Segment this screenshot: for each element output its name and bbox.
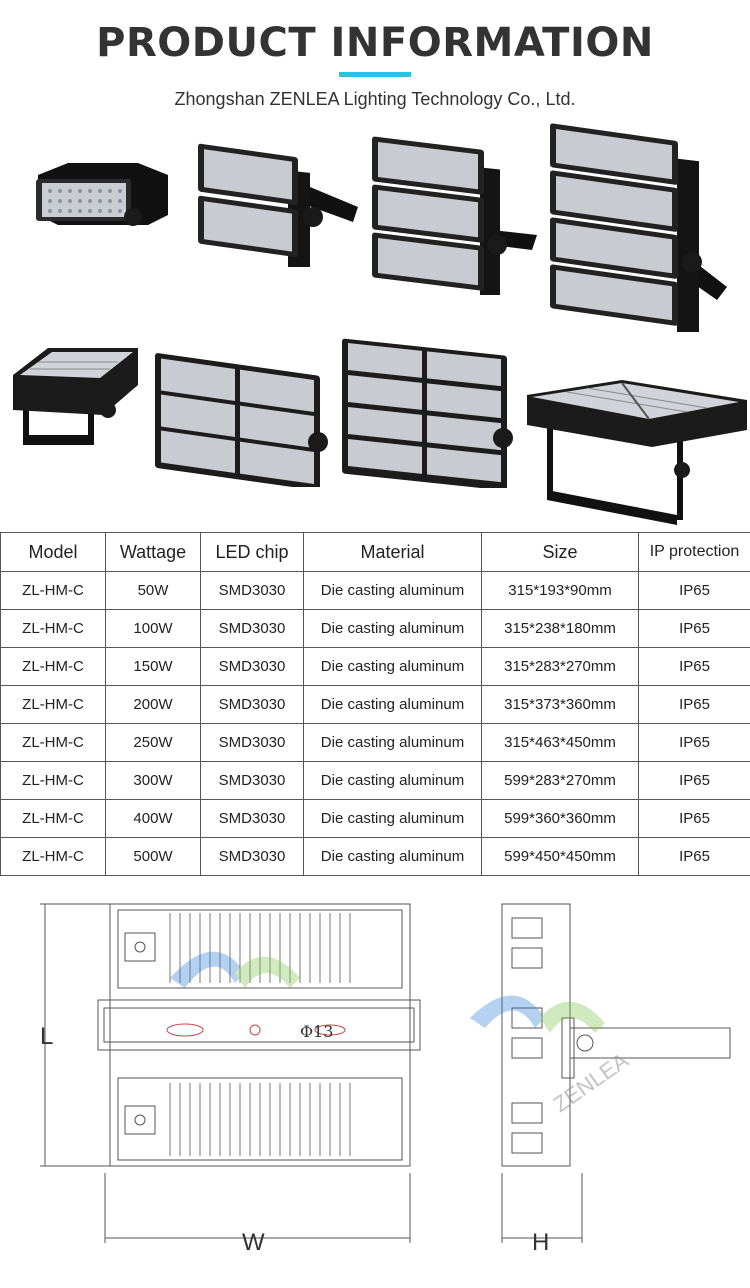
cell-led-chip: SMD3030	[201, 724, 304, 762]
length-dimension-label: L	[40, 1023, 53, 1050]
50w-floodlight-photo	[28, 155, 173, 235]
cell-ip: IP65	[639, 572, 750, 610]
table-row	[1, 686, 750, 724]
watermark-text: ZENLEA	[549, 1047, 634, 1117]
cell-size: 599*283*270mm	[482, 762, 639, 800]
table-row	[1, 800, 750, 838]
500w-floodlight-photo	[527, 375, 747, 530]
200w-floodlight-photo	[542, 122, 727, 332]
cell-model: ZL-HM-C	[1, 724, 106, 762]
cell-ip: IP65	[639, 648, 750, 686]
cell-size: 599*360*360mm	[482, 800, 639, 838]
header-wattage: Wattage	[106, 533, 201, 572]
cell-model: ZL-HM-C	[1, 800, 106, 838]
cell-size: 599*450*450mm	[482, 838, 639, 876]
title-accent-bar	[339, 72, 411, 77]
cell-material: Die casting aluminum	[304, 724, 482, 762]
header-material: Material	[304, 533, 482, 572]
cell-size: 315*283*270mm	[482, 648, 639, 686]
table-row	[1, 610, 750, 648]
cell-material: Die casting aluminum	[304, 686, 482, 724]
table-row	[1, 838, 750, 876]
cell-model: ZL-HM-C	[1, 686, 106, 724]
header-model: Model	[1, 533, 106, 572]
hole-diameter-label: Φ13	[300, 1022, 333, 1041]
cell-wattage: 400W	[106, 800, 201, 838]
cell-wattage: 500W	[106, 838, 201, 876]
300w-floodlight-photo	[150, 352, 335, 487]
cell-led-chip: SMD3030	[201, 800, 304, 838]
table-header-row	[1, 533, 750, 572]
header-size: Size	[482, 533, 639, 572]
table-row	[1, 572, 750, 610]
cell-led-chip: SMD3030	[201, 648, 304, 686]
cell-model: ZL-HM-C	[1, 762, 106, 800]
zenlea-watermark	[170, 952, 605, 1033]
cell-material: Die casting aluminum	[304, 838, 482, 876]
header-led-chip: LED chip	[201, 533, 304, 572]
cell-material: Die casting aluminum	[304, 762, 482, 800]
150w-floodlight-photo	[362, 135, 537, 295]
cell-ip: IP65	[639, 724, 750, 762]
cell-ip: IP65	[639, 762, 750, 800]
cell-ip: IP65	[639, 610, 750, 648]
cell-material: Die casting aluminum	[304, 610, 482, 648]
front-view-drawing	[40, 904, 420, 1243]
cell-led-chip: SMD3030	[201, 610, 304, 648]
height-dimension-label: H	[532, 1229, 549, 1256]
page-title: PRODUCT INFORMATION	[0, 20, 750, 66]
cell-model: ZL-HM-C	[1, 610, 106, 648]
cell-led-chip: SMD3030	[201, 762, 304, 800]
dimension-drawing	[0, 888, 750, 1283]
cell-size: 315*238*180mm	[482, 610, 639, 648]
cell-ip: IP65	[639, 800, 750, 838]
company-name: Zhongshan ZENLEA Lighting Technology Co., Ltd.	[0, 89, 750, 110]
cell-model: ZL-HM-C	[1, 648, 106, 686]
cell-led-chip: SMD3030	[201, 686, 304, 724]
100w-floodlight-photo	[188, 142, 358, 267]
cell-model: ZL-HM-C	[1, 838, 106, 876]
cell-size: 315*373*360mm	[482, 686, 639, 724]
cell-size: 315*463*450mm	[482, 724, 639, 762]
cell-wattage: 250W	[106, 724, 201, 762]
table-row	[1, 724, 750, 762]
cell-wattage: 100W	[106, 610, 201, 648]
cell-ip: IP65	[639, 686, 750, 724]
spec-table	[0, 532, 750, 876]
width-dimension-label: W	[242, 1229, 265, 1256]
250w-floodlight-photo	[8, 340, 143, 460]
cell-wattage: 200W	[106, 686, 201, 724]
cell-material: Die casting aluminum	[304, 648, 482, 686]
cell-size: 315*193*90mm	[482, 572, 639, 610]
cell-ip: IP65	[639, 838, 750, 876]
cell-wattage: 300W	[106, 762, 201, 800]
cell-model: ZL-HM-C	[1, 572, 106, 610]
table-row	[1, 762, 750, 800]
header-ip-protection: IP protection	[639, 533, 750, 572]
cell-led-chip: SMD3030	[201, 572, 304, 610]
table-row	[1, 648, 750, 686]
400w-floodlight-photo	[338, 338, 523, 488]
cell-material: Die casting aluminum	[304, 572, 482, 610]
cell-led-chip: SMD3030	[201, 838, 304, 876]
cell-wattage: 150W	[106, 648, 201, 686]
cell-wattage: 50W	[106, 572, 201, 610]
cell-material: Die casting aluminum	[304, 800, 482, 838]
